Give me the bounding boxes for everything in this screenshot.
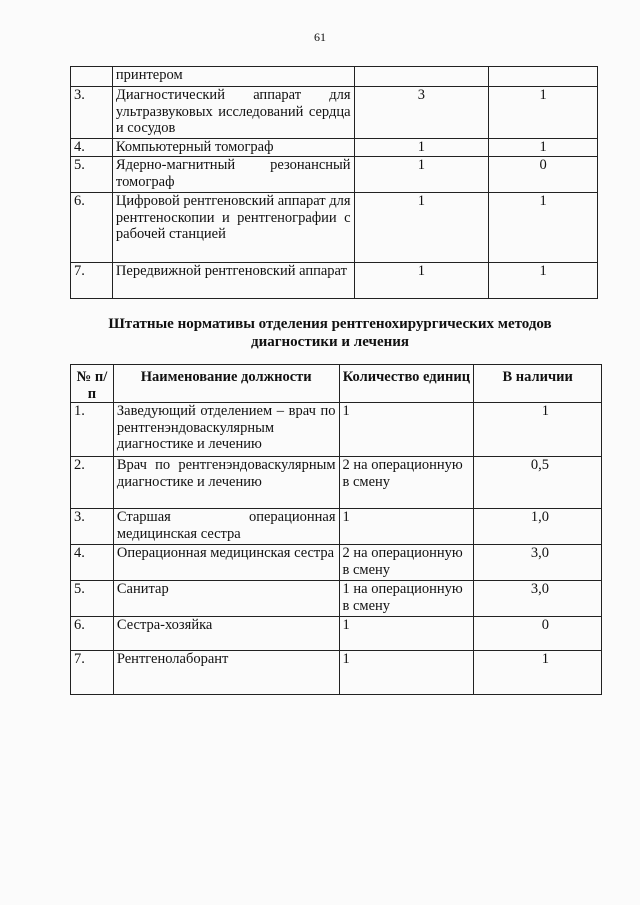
position-name: Сестра-хозяйка	[113, 617, 339, 651]
equipment-qty: 1	[354, 139, 489, 157]
equipment-qty: 3	[354, 87, 489, 139]
table-row	[71, 139, 598, 157]
table-row	[71, 581, 602, 617]
equipment-available: 0	[489, 157, 598, 193]
equipment-name: Компьютерный томограф	[112, 139, 354, 157]
position-name: Операционная медицинская сестра	[113, 545, 339, 581]
row-number: 4.	[71, 545, 114, 581]
equipment-available: 1	[489, 87, 598, 139]
header-position: Наименование должности	[113, 365, 339, 403]
row-number: 6.	[71, 193, 113, 263]
equipment-name: Цифровой рентгеновский аппарат для рентгеноскопии и рентгенографии с рабочей станцией	[112, 193, 354, 263]
equipment-qty	[354, 67, 489, 87]
position-units: 1 на операционную в смену	[339, 581, 474, 617]
table-row	[71, 157, 598, 193]
header-units: Количество единиц	[339, 365, 474, 403]
row-number: 5.	[71, 581, 114, 617]
row-number: 6.	[71, 617, 114, 651]
row-number: 7.	[71, 651, 114, 695]
position-available: 3,0	[474, 545, 602, 581]
equipment-qty: 1	[354, 193, 489, 263]
table-row	[71, 193, 598, 263]
equipment-available	[489, 67, 598, 87]
position-available: 3,0	[474, 581, 602, 617]
table-header-row	[71, 365, 602, 403]
section-title: Штатные нормативы отделения рентгенохирургических методов диагностики и лечения	[108, 316, 552, 350]
row-number: 2.	[71, 457, 114, 509]
row-number: 7.	[71, 263, 113, 299]
table-row	[71, 263, 598, 299]
equipment-name: принтером	[112, 67, 354, 87]
position-available: 1,0	[474, 509, 602, 545]
page-number: 61	[314, 30, 326, 44]
header-number: № п/п	[71, 365, 114, 403]
position-units: 1	[339, 509, 474, 545]
equipment-qty: 1	[354, 263, 489, 299]
row-number: 3.	[71, 87, 113, 139]
position-name: Рентгенолаборант	[113, 651, 339, 695]
position-available: 0,5	[474, 457, 602, 509]
position-available: 1	[474, 403, 602, 457]
position-units: 1	[339, 617, 474, 651]
position-units: 1	[339, 651, 474, 695]
table-row	[71, 87, 598, 139]
position-available: 0	[474, 617, 602, 651]
position-name: Заведующий отделением – врач по рентгенэндоваскулярным диагностике и лечению	[113, 403, 339, 457]
position-available: 1	[474, 651, 602, 695]
row-number: 4.	[71, 139, 113, 157]
header-available: В наличии	[474, 365, 602, 403]
equipment-available: 1	[489, 263, 598, 299]
equipment-name: Диагностический аппарат для ультразвуковых исследований сердца и сосудов	[112, 87, 354, 139]
equipment-table	[70, 66, 598, 299]
table-row	[71, 403, 602, 457]
row-number: 5.	[71, 157, 113, 193]
equipment-qty: 1	[354, 157, 489, 193]
position-name: Врач по рентгенэндоваскулярным диагностике и лечению	[113, 457, 339, 509]
table-row	[71, 67, 598, 87]
position-units: 1	[339, 403, 474, 457]
staff-table	[70, 364, 602, 695]
equipment-available: 1	[489, 139, 598, 157]
table-row	[71, 617, 602, 651]
table-row	[71, 545, 602, 581]
equipment-name: Передвижной рентгеновский аппарат	[112, 263, 354, 299]
table-row	[71, 509, 602, 545]
equipment-available: 1	[489, 193, 598, 263]
equipment-name: Ядерно-магнитный резонансный томограф	[112, 157, 354, 193]
table-row	[71, 651, 602, 695]
position-units: 2 на операционную в смену	[339, 545, 474, 581]
position-name: Санитар	[113, 581, 339, 617]
table-row	[71, 457, 602, 509]
row-number: 1.	[71, 403, 114, 457]
row-number: 3.	[71, 509, 114, 545]
position-units: 2 на операционную в смену	[339, 457, 474, 509]
row-number	[71, 67, 113, 87]
position-name: Старшая операционная медицинская сестра	[113, 509, 339, 545]
